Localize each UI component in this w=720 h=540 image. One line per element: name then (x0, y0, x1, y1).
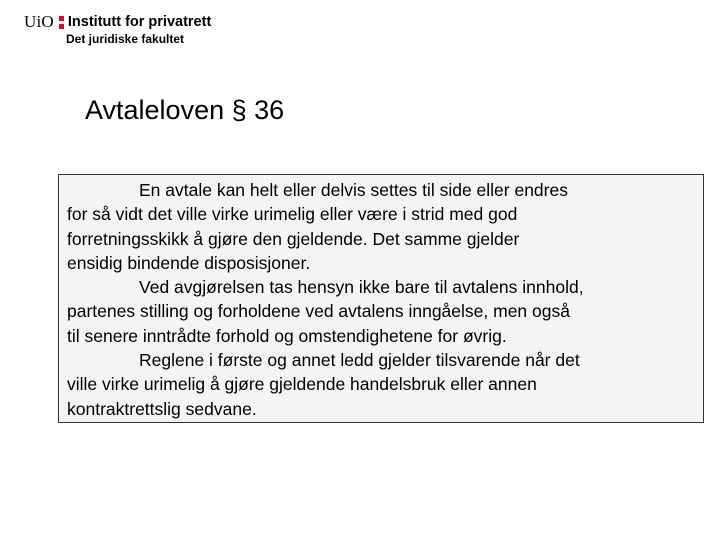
paragraph-3 (67, 348, 697, 421)
text-line: ensidig bindende disposisjoner. (67, 252, 311, 273)
text-line: En avtale kan helt eller delvis settes til side eller endres (139, 180, 568, 200)
text-line: til senere inntrådte forhold og omstendighetene for øvrig. (67, 325, 507, 346)
uio-logo: UiO (24, 12, 54, 31)
institution-header (24, 13, 211, 49)
logo-row (24, 13, 211, 31)
institute-name: Institutt for privatrett (67, 14, 212, 30)
law-text-box (58, 174, 704, 423)
paragraph-1 (67, 178, 697, 275)
text-line: for så vidt det ville virke urimelig eller være i strid med god (67, 204, 518, 225)
text-line: Ved avgjørelsen tas hensyn ikke bare til avtalens innhold, (139, 277, 584, 298)
paragraph-2 (67, 275, 697, 348)
text-line: partenes stilling og forholdene ved avtalens inngåelse, men også (67, 301, 570, 322)
faculty-name: Det juridiske fakultet (66, 32, 185, 46)
text-line: ville virke urimelig å gjøre gjeldende handelsbruk eller annen (67, 374, 537, 395)
page-title: Avtaleloven § 36 (85, 95, 285, 125)
text-line: forretningsskikk å gjøre den gjeldende. Det samme gjelder (67, 228, 520, 249)
logo-colon-icon (59, 15, 64, 29)
text-line: kontraktrettslig sedvane. (67, 398, 257, 419)
text-line: Reglene i første og annet ledd gjelder tilsvarende når det (139, 350, 580, 371)
